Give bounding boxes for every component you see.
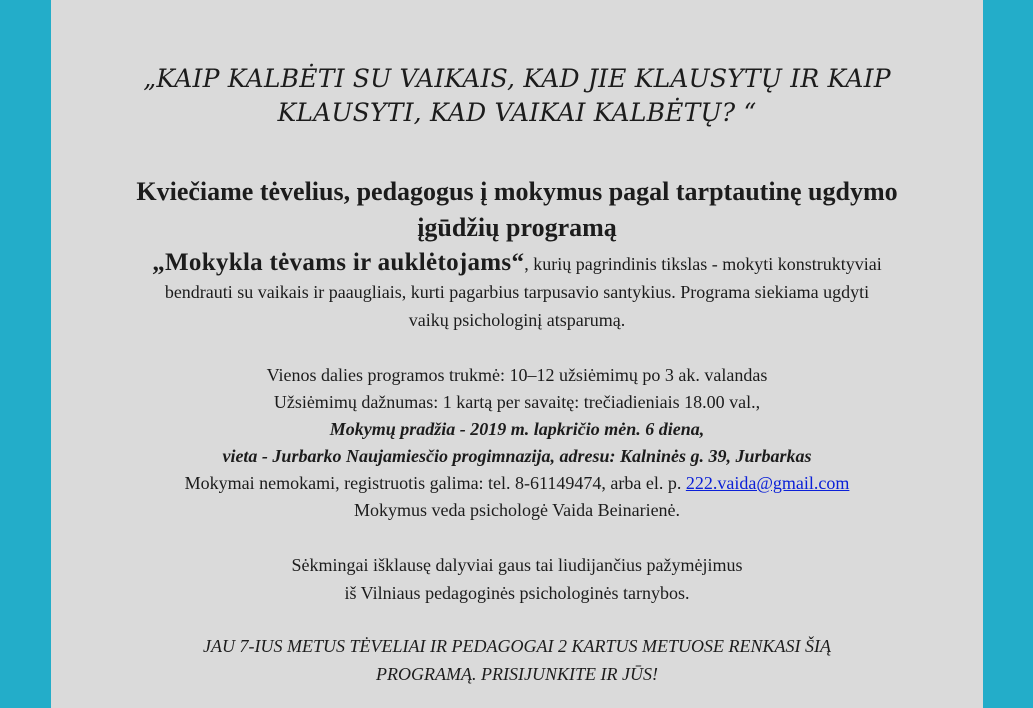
closing-invitation [51,632,983,688]
certificate-line-2: iš Vilniaus pedagoginės psichologinės tarnybos. [344,583,690,603]
registration-line [51,470,983,497]
program-description [71,249,963,334]
document-title [51,62,983,130]
program-line-3: vaikų psichologinį atsparumą. [408,310,626,330]
invitation-line-1: Kviečiame tėvelius, pedagogus į mokymus pagal tarptautinę ugdymo [136,177,898,206]
certificate-info [51,551,983,607]
title-line-1: „KAIP KALBĖTI SU VAIKAIS, KAD JIE KLAUSYTŲ IR KAIP [143,64,891,93]
closing-line-2: PROGRAMĄ. PRISIJUNKITE IR JŪS! [376,664,658,684]
program-line-2: bendrauti su vaikais ir paaugliais, kurti pagarbius tarpusavio santykius. Programa siekiama ugdyti [164,282,870,302]
invitation-heading [51,174,983,246]
frequency-line: Užsiėmimų dažnumas: 1 kartą per savaitę: trečiadieniais 18.00 val., [273,392,761,412]
registration-text: Mokymai nemokami, registruotis galima: tel. 8-61149474, arba el. p. [184,473,682,493]
duration-line: Vienos dalies programos trukmė: 10–12 užsiėmimų po 3 ak. valandas [266,365,768,385]
title-line-2: KLAUSYTI, KAD VAIKAI KALBĖTŲ? “ [277,98,757,127]
lecturer-line: Mokymus veda psichologė Vaida Beinarienė. [353,500,681,520]
program-details [51,362,983,524]
email-link[interactable]: 222.vaida@gmail.com [685,473,850,493]
program-name: „Mokykla tėvams ir auklėtojams“ [152,249,525,276]
invitation-line-2: įgūdžių programą [417,213,617,242]
document-page [51,0,983,708]
certificate-line-1: Sėkmingai išklausę dalyviai gaus tai liudijančius pažymėjimus [291,555,743,575]
venue-line: vieta - Jurbarko Naujamiesčio progimnazija, adresu: Kalninės g. 39, Jurbarkas [222,446,812,466]
program-line-1 [71,249,963,278]
start-date-line: Mokymų pradžia - 2019 m. lapkričio mėn. 6 diena, [329,419,705,439]
program-line-1-text: , kurių pagrindinis tikslas - mokyti konstruktyviai [524,254,882,274]
closing-line-1: JAU 7-IUS METUS TĖVELIAI IR PEDAGOGAI 2 KARTUS METUOSE RENKASI ŠIĄ [203,636,831,656]
